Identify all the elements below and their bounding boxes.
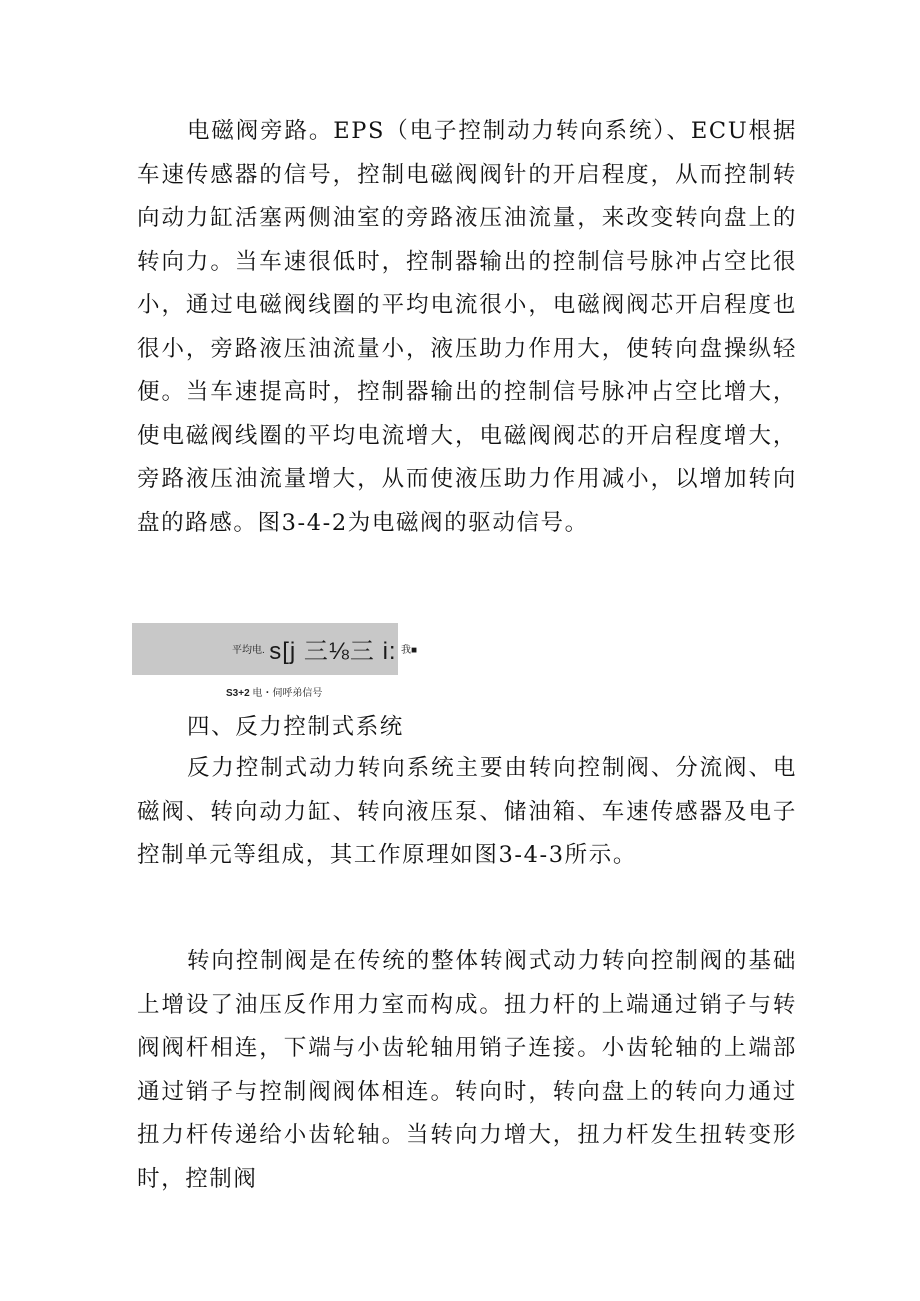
figure-caption-text: 电・伺呼弟信号	[249, 688, 323, 699]
figure-drive-signal	[132, 623, 418, 675]
section-heading: 四、反力控制式系统	[187, 714, 404, 740]
paragraph-reaction-system-components: 反力控制式动力转向系统主要由转向控制阀、分流阀、电磁阀、转向动力缸、转向液压泵、储油箱、车速传感器及电子控制单元等组成，其工作原理如图3-4-3所示。	[137, 755, 797, 868]
figure-label-left: 平均电.	[232, 645, 265, 656]
figure-caption	[226, 684, 322, 699]
paragraph-steering-control-valve: 转向控制阀是在传统的整体转阀式动力转向控制阀的基础上增设了油压反作用力室而构成。扭力杆的上端通过销子与转阀阀杆相连，下端与小齿轮轴用销子连接。小齿轮轴的上端部通过销子与控制阀阀体相连。转向时，转向盘上的转向力通过扭力杆传递给小齿轮轴。当转向力增大，扭力杆发生扭转变形时，控制阀	[137, 948, 797, 1192]
figure-glyphs: s[j 三⅛三 i:	[269, 638, 397, 665]
figure-label-right: 我■	[401, 645, 418, 656]
figure-text	[232, 631, 417, 666]
paragraph-solenoid-bypass: 电磁阀旁路。EPS（电子控制动力转向系统）、ECU根据车速传感器的信号，控制电磁阀阀针的开启程度，从而控制转向动力缸活塞两侧油室的旁路液压油流量，来改变转向盘上的转向力。当车速很低时，控制器输出的控制信号脉冲占空比很小，通过电磁阀线圈的平均电流很小，电磁阀阀芯开启程度也很小，旁路液压油流量小，液压助力作用大，使转向盘操纵轻便。当车速提高时，控制器输出的控制信号脉冲占空比增大，使电磁阀线圈的平均电流增大，电磁阀阀芯的开启程度增大，旁路液压油流量增大，从而使液压助力作用减小，以增加转向盘的路感。图3-4-2为电磁阀的驱动信号。	[137, 118, 797, 536]
figure-caption-number: S3+2	[226, 688, 250, 699]
